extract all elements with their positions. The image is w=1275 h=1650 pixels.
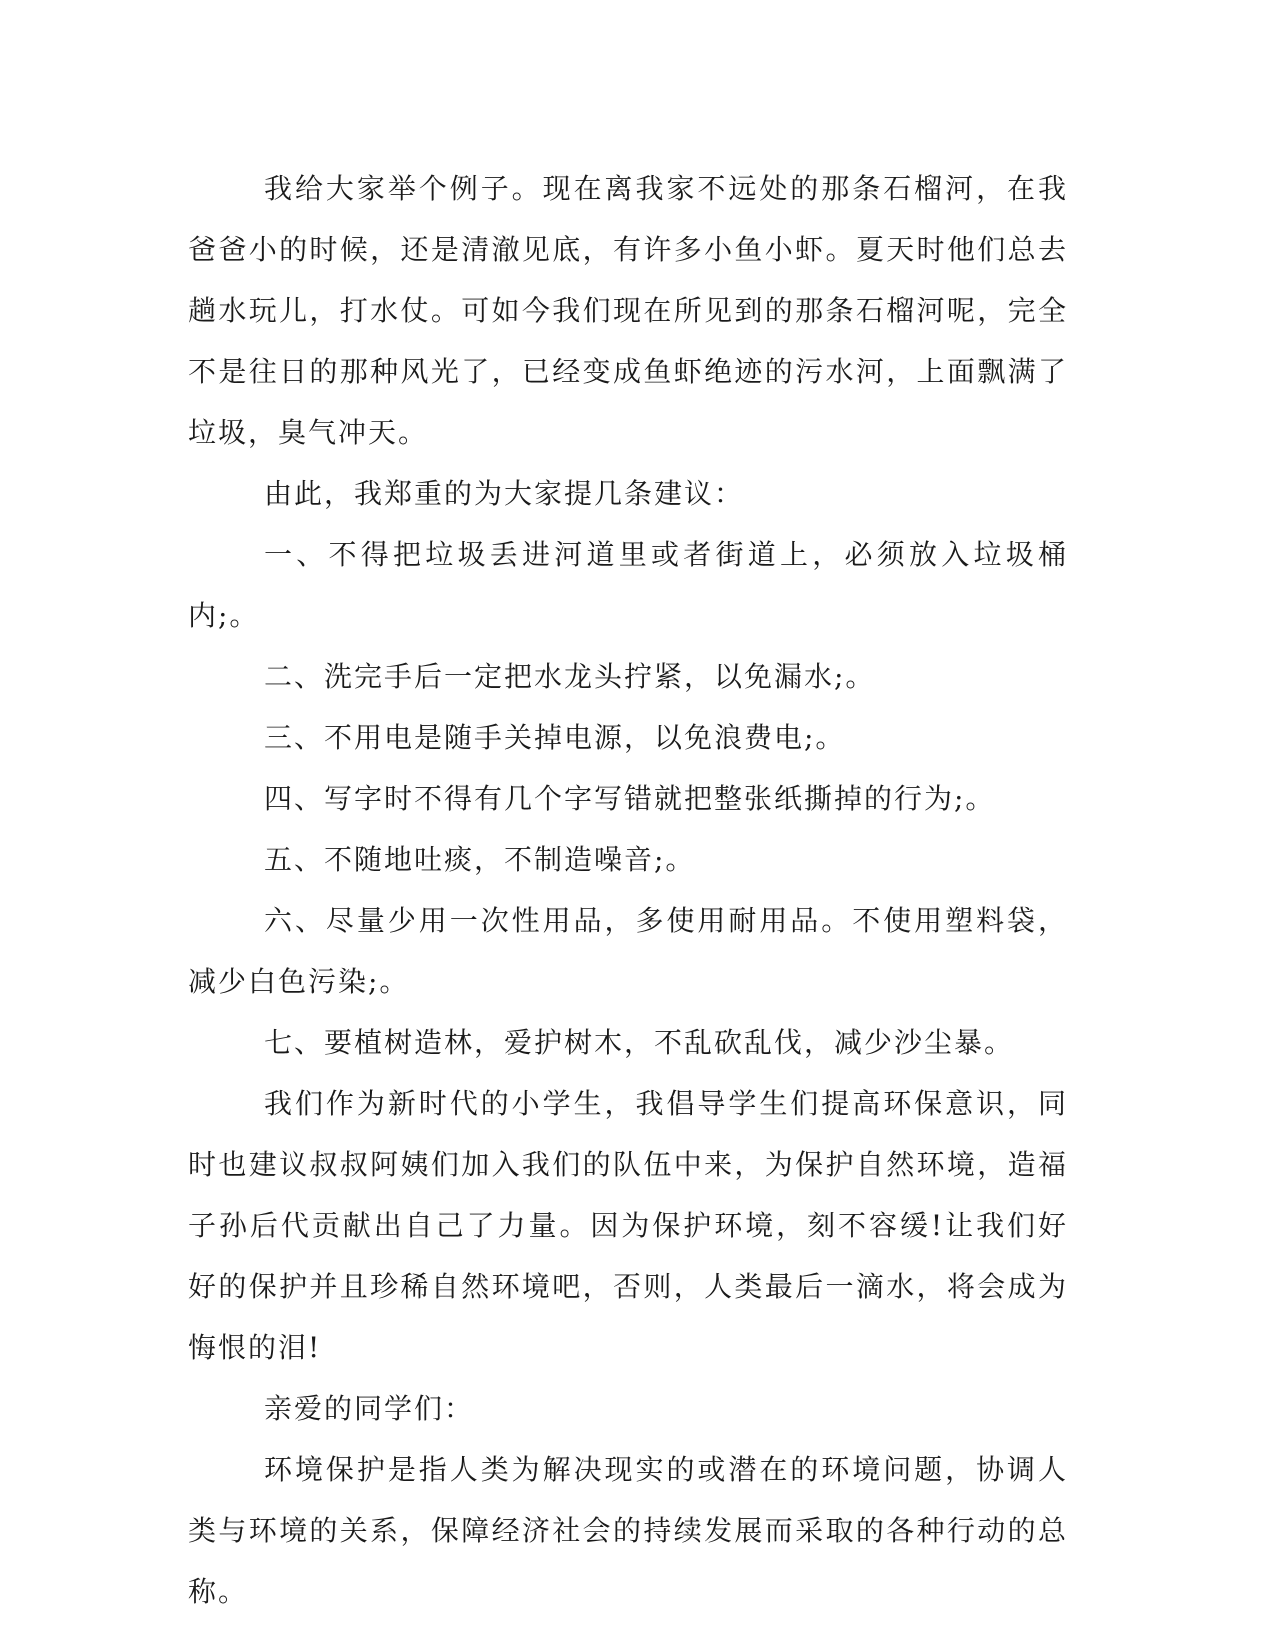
document-body: [188, 158, 1068, 1622]
suggestion-item-4: 四、写字时不得有几个字写错就把整张纸撕掉的行为;。: [264, 782, 996, 815]
suggestion-item-5: 五、不随地吐痰，不制造噪音;。: [264, 843, 696, 876]
suggestion-item-3: 三、不用电是随手关掉电源，以免浪费电;。: [264, 721, 846, 754]
paragraph-definition: 环境保护是指人类为解决现实的或潜在的环境问题，协调人类与环境的关系，保障经济社会的持续发展而采取的各种行动的总称。: [188, 1453, 1068, 1608]
suggestion-item-6: 六、尽量少用一次性用品，多使用耐用品。不使用塑料袋，减少白色污染;。: [188, 904, 1068, 998]
paragraph-example-river: 我给大家举个例子。现在离我家不远处的那条石榴河，在我爸爸小的时候，还是清澈见底，有许多小鱼小虾。夏天时他们总去趟水玩儿，打水仗。可如今我们现在所见到的那条石榴河呢，完全不是往日的那种风光了，已经变成鱼虾绝迹的污水河，上面飘满了垃圾，臭气冲天。: [188, 172, 1068, 449]
paragraph-greeting: 亲爱的同学们：: [264, 1392, 475, 1425]
suggestion-item-7: 七、要植树造林，爱护树木，不乱砍乱伐，减少沙尘暴。: [264, 1026, 1015, 1059]
suggestion-item-1: 一、不得把垃圾丢进河道里或者街道上，必须放入垃圾桶内;。: [188, 538, 1068, 632]
paragraph-call-to-action: 我们作为新时代的小学生，我倡导学生们提高环保意识，同时也建议叔叔阿姨们加入我们的队伍中来，为保护自然环境，造福子孙后代贡献出自己了力量。因为保护环境，刻不容缓!让我们好好的保护并且珍稀自然环境吧，否则，人类最后一滴水，将会成为悔恨的泪!: [188, 1087, 1068, 1364]
suggestion-item-2: 二、洗完手后一定把水龙头拧紧，以免漏水;。: [264, 660, 876, 693]
paragraph-suggestions-intro: 由此，我郑重的为大家提几条建议：: [264, 477, 745, 510]
